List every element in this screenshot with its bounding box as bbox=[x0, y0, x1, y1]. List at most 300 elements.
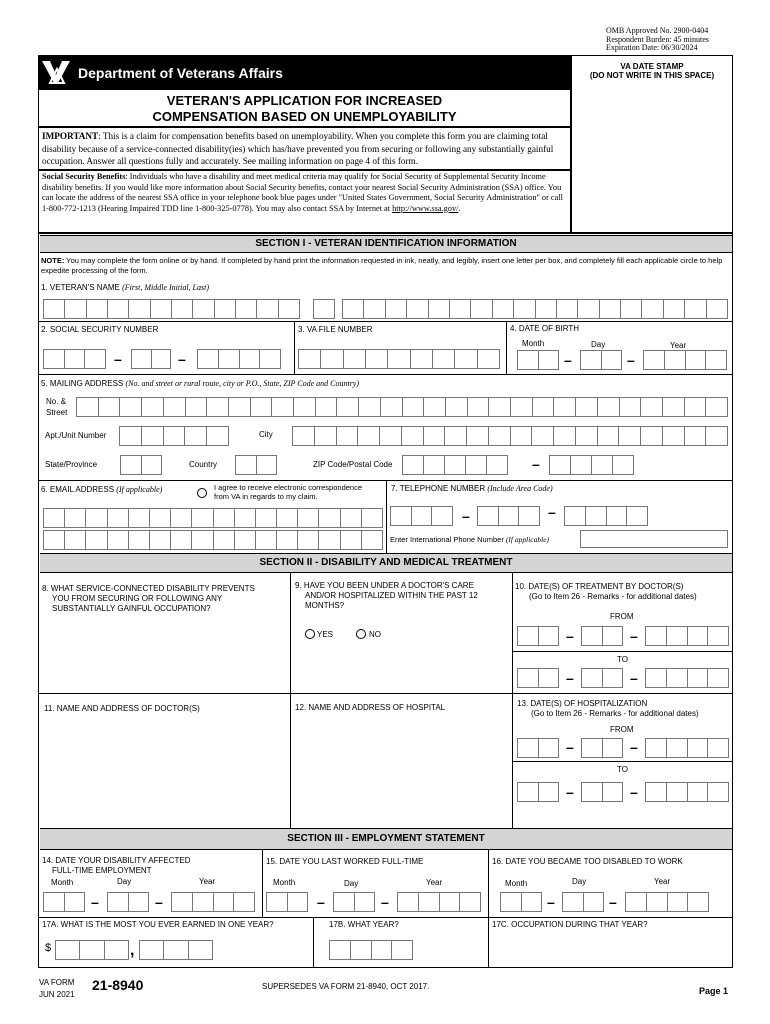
q16-year[interactable] bbox=[625, 892, 709, 912]
char-box[interactable] bbox=[107, 530, 128, 550]
char-box[interactable] bbox=[320, 349, 342, 369]
char-box[interactable] bbox=[119, 426, 141, 446]
q10-from-month[interactable] bbox=[517, 626, 559, 646]
q15-year[interactable] bbox=[397, 892, 481, 912]
char-box[interactable] bbox=[666, 782, 687, 802]
char-box[interactable] bbox=[185, 397, 207, 417]
char-box[interactable] bbox=[340, 530, 361, 550]
char-box[interactable] bbox=[645, 668, 666, 688]
char-box[interactable] bbox=[538, 350, 560, 370]
intl-phone-input[interactable] bbox=[580, 530, 728, 548]
char-box[interactable] bbox=[601, 350, 623, 370]
char-box[interactable] bbox=[98, 397, 120, 417]
char-box[interactable] bbox=[517, 738, 538, 758]
q15-month[interactable] bbox=[266, 892, 308, 912]
char-box[interactable] bbox=[363, 299, 384, 319]
char-box[interactable] bbox=[549, 455, 570, 475]
q13-to-year[interactable] bbox=[645, 782, 729, 802]
q13-from-year[interactable] bbox=[645, 738, 729, 758]
char-box[interactable] bbox=[233, 892, 255, 912]
char-box[interactable] bbox=[139, 940, 163, 960]
middle-initial-box[interactable] bbox=[313, 299, 335, 319]
q16-day[interactable] bbox=[562, 892, 604, 912]
char-box[interactable] bbox=[553, 426, 575, 446]
char-box[interactable] bbox=[538, 668, 560, 688]
q14-year[interactable] bbox=[171, 892, 255, 912]
char-box[interactable] bbox=[466, 426, 488, 446]
char-box[interactable] bbox=[664, 350, 685, 370]
char-box[interactable] bbox=[612, 455, 634, 475]
char-box[interactable] bbox=[431, 506, 453, 526]
char-box[interactable] bbox=[163, 426, 185, 446]
char-box[interactable] bbox=[418, 892, 439, 912]
char-box[interactable] bbox=[626, 506, 648, 526]
char-box[interactable] bbox=[597, 426, 619, 446]
q10-line2: (Go to Item 26 - Remarks - for additional dates) bbox=[529, 592, 697, 601]
char-box[interactable] bbox=[379, 426, 401, 446]
char-box[interactable] bbox=[663, 299, 684, 319]
char-box[interactable] bbox=[43, 299, 64, 319]
char-box[interactable] bbox=[191, 508, 212, 528]
char-box[interactable] bbox=[667, 892, 688, 912]
q10-from-day[interactable] bbox=[581, 626, 623, 646]
char-box[interactable] bbox=[641, 299, 662, 319]
char-box[interactable] bbox=[239, 349, 260, 369]
char-box[interactable] bbox=[361, 508, 383, 528]
char-box[interactable] bbox=[488, 426, 510, 446]
char-box[interactable] bbox=[707, 626, 729, 646]
char-box[interactable] bbox=[340, 508, 361, 528]
ssa-link[interactable]: http://www.ssa.gov/ bbox=[392, 203, 459, 213]
char-box[interactable] bbox=[120, 455, 141, 475]
char-box[interactable] bbox=[666, 668, 687, 688]
dob-day-boxes[interactable] bbox=[580, 350, 622, 370]
char-box[interactable] bbox=[336, 397, 358, 417]
q13-to-month[interactable] bbox=[517, 782, 559, 802]
char-box[interactable] bbox=[640, 397, 662, 417]
ssn-part2-boxes[interactable] bbox=[131, 349, 171, 369]
char-box[interactable] bbox=[535, 299, 556, 319]
char-box[interactable] bbox=[256, 299, 277, 319]
char-box[interactable] bbox=[449, 299, 470, 319]
section-1-header: SECTION I - VETERAN IDENTIFICATION INFORMATION bbox=[40, 235, 732, 253]
q10-to-month[interactable] bbox=[517, 668, 559, 688]
char-box[interactable] bbox=[706, 299, 728, 319]
char-box[interactable] bbox=[470, 299, 491, 319]
city-boxes[interactable] bbox=[292, 426, 728, 446]
char-box[interactable] bbox=[188, 940, 213, 960]
char-box[interactable] bbox=[380, 397, 402, 417]
char-box[interactable] bbox=[467, 397, 489, 417]
char-box[interactable] bbox=[602, 668, 624, 688]
char-box[interactable] bbox=[432, 349, 454, 369]
char-box[interactable] bbox=[423, 455, 444, 475]
char-box[interactable] bbox=[385, 299, 406, 319]
char-box[interactable] bbox=[255, 508, 276, 528]
char-box[interactable] bbox=[666, 738, 687, 758]
char-box[interactable] bbox=[292, 426, 314, 446]
char-box[interactable] bbox=[191, 530, 212, 550]
char-box[interactable] bbox=[517, 782, 538, 802]
char-box[interactable] bbox=[517, 626, 538, 646]
char-box[interactable] bbox=[492, 299, 513, 319]
char-box[interactable] bbox=[687, 668, 708, 688]
char-box[interactable] bbox=[357, 426, 379, 446]
char-box[interactable] bbox=[645, 782, 666, 802]
char-box[interactable] bbox=[465, 455, 486, 475]
char-box[interactable] bbox=[707, 782, 729, 802]
q13-to-label: TO bbox=[617, 765, 628, 774]
ssn-part3-boxes[interactable] bbox=[197, 349, 281, 369]
q9-no-radio[interactable] bbox=[356, 629, 366, 639]
char-box[interactable] bbox=[581, 738, 602, 758]
char-box[interactable] bbox=[585, 506, 606, 526]
char-box[interactable] bbox=[170, 530, 191, 550]
char-box[interactable] bbox=[402, 455, 423, 475]
char-box[interactable] bbox=[391, 940, 413, 960]
char-box[interactable] bbox=[646, 892, 667, 912]
char-box[interactable] bbox=[428, 299, 449, 319]
char-box[interactable] bbox=[43, 892, 64, 912]
char-box[interactable] bbox=[410, 349, 432, 369]
char-box[interactable] bbox=[313, 299, 335, 319]
char-box[interactable] bbox=[643, 350, 664, 370]
char-box[interactable] bbox=[531, 426, 553, 446]
char-box[interactable] bbox=[361, 530, 383, 550]
char-box[interactable] bbox=[85, 530, 106, 550]
char-box[interactable] bbox=[553, 397, 575, 417]
q17b-label: 17B. WHAT YEAR? bbox=[329, 920, 399, 929]
char-box[interactable] bbox=[513, 299, 534, 319]
char-box[interactable] bbox=[597, 397, 619, 417]
char-box[interactable] bbox=[104, 940, 129, 960]
char-box[interactable] bbox=[510, 397, 532, 417]
char-box[interactable] bbox=[354, 892, 376, 912]
char-box[interactable] bbox=[371, 940, 392, 960]
char-box[interactable] bbox=[570, 455, 591, 475]
char-box[interactable] bbox=[645, 738, 666, 758]
char-box[interactable] bbox=[365, 349, 387, 369]
dash: – bbox=[630, 784, 638, 800]
q10-to-day[interactable] bbox=[581, 668, 623, 688]
char-box[interactable] bbox=[423, 397, 445, 417]
char-box[interactable] bbox=[128, 892, 150, 912]
char-box[interactable] bbox=[256, 455, 278, 475]
char-box[interactable] bbox=[314, 426, 336, 446]
char-box[interactable] bbox=[538, 626, 560, 646]
char-box[interactable] bbox=[318, 508, 339, 528]
char-box[interactable] bbox=[298, 349, 320, 369]
char-box[interactable] bbox=[131, 349, 151, 369]
char-box[interactable] bbox=[397, 892, 418, 912]
char-box[interactable] bbox=[234, 530, 255, 550]
char-box[interactable] bbox=[521, 892, 543, 912]
q13-to-day[interactable] bbox=[581, 782, 623, 802]
char-box[interactable] bbox=[119, 397, 141, 417]
char-box[interactable] bbox=[163, 940, 187, 960]
char-box[interactable] bbox=[577, 299, 598, 319]
char-box[interactable] bbox=[76, 397, 98, 417]
char-box[interactable] bbox=[79, 940, 103, 960]
char-box[interactable] bbox=[213, 508, 234, 528]
last-name-boxes[interactable] bbox=[342, 299, 728, 319]
char-box[interactable] bbox=[336, 426, 358, 446]
char-box[interactable] bbox=[171, 299, 192, 319]
char-box[interactable] bbox=[358, 397, 380, 417]
q13-from-month[interactable] bbox=[517, 738, 559, 758]
char-box[interactable] bbox=[128, 508, 149, 528]
section-3-header: SECTION III - EMPLOYMENT STATEMENT bbox=[40, 828, 732, 850]
char-box[interactable] bbox=[445, 397, 467, 417]
char-box[interactable] bbox=[214, 299, 235, 319]
char-box[interactable] bbox=[500, 892, 521, 912]
title-box bbox=[38, 89, 571, 127]
q10-to-year[interactable] bbox=[645, 668, 729, 688]
q1-text: 1. VETERAN'S NAME bbox=[41, 283, 123, 292]
char-box[interactable] bbox=[591, 455, 612, 475]
char-box[interactable] bbox=[580, 350, 601, 370]
char-box[interactable] bbox=[170, 508, 191, 528]
char-box[interactable] bbox=[705, 397, 728, 417]
char-box[interactable] bbox=[444, 426, 466, 446]
street-boxes[interactable] bbox=[76, 397, 728, 417]
char-box[interactable] bbox=[454, 349, 476, 369]
char-box[interactable] bbox=[423, 426, 445, 446]
char-box[interactable] bbox=[444, 455, 465, 475]
zip-ext-boxes[interactable] bbox=[549, 455, 634, 475]
char-box[interactable] bbox=[141, 455, 163, 475]
char-box[interactable] bbox=[141, 426, 163, 446]
char-box[interactable] bbox=[287, 892, 309, 912]
char-box[interactable] bbox=[163, 397, 185, 417]
char-box[interactable] bbox=[151, 349, 172, 369]
dob-month-boxes[interactable] bbox=[517, 350, 559, 370]
country-boxes[interactable] bbox=[235, 455, 277, 475]
char-box[interactable] bbox=[687, 626, 708, 646]
divider bbox=[262, 850, 263, 917]
char-box[interactable] bbox=[459, 892, 481, 912]
char-box[interactable] bbox=[620, 299, 641, 319]
char-box[interactable] bbox=[149, 508, 170, 528]
char-box[interactable] bbox=[477, 349, 500, 369]
ssn-part1-boxes[interactable] bbox=[43, 349, 106, 369]
email-consent-radio[interactable] bbox=[197, 488, 207, 498]
char-box[interactable] bbox=[206, 426, 229, 446]
q9-yes-radio[interactable] bbox=[305, 629, 315, 639]
char-box[interactable] bbox=[85, 508, 106, 528]
char-box[interactable] bbox=[390, 506, 411, 526]
char-box[interactable] bbox=[64, 530, 85, 550]
apt-boxes[interactable] bbox=[119, 426, 229, 446]
char-box[interactable] bbox=[184, 426, 206, 446]
comma: , bbox=[130, 942, 135, 959]
char-box[interactable] bbox=[618, 426, 640, 446]
char-box[interactable] bbox=[43, 530, 64, 550]
char-box[interactable] bbox=[581, 782, 602, 802]
char-box[interactable] bbox=[684, 426, 706, 446]
city-label: City bbox=[259, 430, 273, 439]
char-box[interactable] bbox=[687, 782, 708, 802]
q14-day[interactable] bbox=[107, 892, 149, 912]
char-box[interactable] bbox=[640, 426, 662, 446]
char-box[interactable] bbox=[235, 299, 256, 319]
char-box[interactable] bbox=[149, 530, 170, 550]
first-name-boxes[interactable] bbox=[43, 299, 300, 319]
char-box[interactable] bbox=[271, 397, 293, 417]
dob-year-boxes[interactable] bbox=[643, 350, 727, 370]
char-box[interactable] bbox=[128, 299, 149, 319]
va-file-number-boxes[interactable] bbox=[298, 349, 500, 369]
char-box[interactable] bbox=[228, 397, 250, 417]
char-box[interactable] bbox=[411, 506, 432, 526]
q5-text: 5. MAILING ADDRESS bbox=[41, 379, 126, 388]
q17a-hundreds[interactable] bbox=[139, 940, 213, 960]
q13-from-day[interactable] bbox=[581, 738, 623, 758]
char-box[interactable] bbox=[602, 738, 624, 758]
char-box[interactable] bbox=[581, 626, 602, 646]
state-boxes[interactable] bbox=[120, 455, 162, 475]
q10-from-year[interactable] bbox=[645, 626, 729, 646]
char-box[interactable] bbox=[517, 350, 538, 370]
char-box[interactable] bbox=[343, 349, 365, 369]
char-box[interactable] bbox=[84, 349, 106, 369]
char-box[interactable] bbox=[43, 508, 64, 528]
char-box[interactable] bbox=[213, 530, 234, 550]
char-box[interactable] bbox=[234, 508, 255, 528]
char-box[interactable] bbox=[64, 508, 85, 528]
char-box[interactable] bbox=[486, 455, 508, 475]
char-box[interactable] bbox=[255, 530, 276, 550]
q8-label bbox=[42, 584, 255, 614]
char-box[interactable] bbox=[687, 738, 708, 758]
q16-month[interactable] bbox=[500, 892, 542, 912]
char-box[interactable] bbox=[538, 782, 560, 802]
char-box[interactable] bbox=[564, 506, 585, 526]
char-box[interactable] bbox=[64, 349, 85, 369]
char-box[interactable] bbox=[406, 299, 427, 319]
phone-area-boxes[interactable] bbox=[390, 506, 453, 526]
char-box[interactable] bbox=[276, 508, 297, 528]
char-box[interactable] bbox=[293, 397, 315, 417]
char-box[interactable] bbox=[387, 349, 409, 369]
char-box[interactable] bbox=[517, 668, 538, 688]
char-box[interactable] bbox=[342, 299, 363, 319]
char-box[interactable] bbox=[684, 397, 706, 417]
char-box[interactable] bbox=[602, 626, 624, 646]
char-box[interactable] bbox=[276, 530, 297, 550]
char-box[interactable] bbox=[488, 397, 510, 417]
char-box[interactable] bbox=[55, 940, 79, 960]
char-box[interactable] bbox=[687, 892, 709, 912]
char-box[interactable] bbox=[197, 349, 218, 369]
char-box[interactable] bbox=[581, 668, 602, 688]
dash: – bbox=[564, 352, 572, 368]
char-box[interactable] bbox=[662, 397, 684, 417]
char-box[interactable] bbox=[666, 626, 687, 646]
char-box[interactable] bbox=[599, 299, 620, 319]
q15-day[interactable] bbox=[333, 892, 375, 912]
phone-line-boxes[interactable] bbox=[564, 506, 648, 526]
char-box[interactable] bbox=[477, 506, 498, 526]
char-box[interactable] bbox=[402, 397, 424, 417]
char-box[interactable] bbox=[333, 892, 354, 912]
char-box[interactable] bbox=[562, 892, 583, 912]
char-box[interactable] bbox=[439, 892, 460, 912]
char-box[interactable] bbox=[206, 397, 228, 417]
char-box[interactable] bbox=[575, 426, 597, 446]
char-box[interactable] bbox=[266, 892, 287, 912]
zip-boxes[interactable] bbox=[402, 455, 508, 475]
phone-prefix-boxes[interactable] bbox=[477, 506, 540, 526]
q9-line3: MONTHS? bbox=[305, 601, 345, 610]
email-row2-boxes[interactable] bbox=[43, 530, 383, 550]
char-box[interactable] bbox=[318, 530, 339, 550]
email-row1-boxes[interactable] bbox=[43, 508, 383, 528]
char-box[interactable] bbox=[278, 299, 300, 319]
char-box[interactable] bbox=[235, 455, 256, 475]
char-box[interactable] bbox=[86, 299, 107, 319]
char-box[interactable] bbox=[218, 349, 239, 369]
q17a-thousands[interactable] bbox=[55, 940, 129, 960]
char-box[interactable] bbox=[685, 350, 706, 370]
q14-month[interactable] bbox=[43, 892, 85, 912]
char-box[interactable] bbox=[192, 892, 213, 912]
char-box[interactable] bbox=[259, 349, 281, 369]
char-box[interactable] bbox=[645, 626, 666, 646]
char-box[interactable] bbox=[684, 299, 705, 319]
char-box[interactable] bbox=[250, 397, 272, 417]
char-box[interactable] bbox=[297, 508, 318, 528]
char-box[interactable] bbox=[128, 530, 149, 550]
char-box[interactable] bbox=[606, 506, 627, 526]
char-box[interactable] bbox=[150, 299, 171, 319]
char-box[interactable] bbox=[556, 299, 577, 319]
char-box[interactable] bbox=[625, 892, 646, 912]
char-box[interactable] bbox=[510, 426, 532, 446]
char-box[interactable] bbox=[192, 299, 213, 319]
char-box[interactable] bbox=[575, 397, 597, 417]
char-box[interactable] bbox=[64, 892, 86, 912]
char-box[interactable] bbox=[329, 940, 350, 960]
char-box[interactable] bbox=[498, 506, 519, 526]
char-box[interactable] bbox=[141, 397, 163, 417]
char-box[interactable] bbox=[43, 349, 64, 369]
char-box[interactable] bbox=[315, 397, 337, 417]
char-box[interactable] bbox=[707, 738, 729, 758]
char-box[interactable] bbox=[602, 782, 624, 802]
char-box[interactable] bbox=[297, 530, 318, 550]
char-box[interactable] bbox=[171, 892, 192, 912]
char-box[interactable] bbox=[107, 299, 128, 319]
char-box[interactable] bbox=[619, 397, 641, 417]
divider bbox=[313, 917, 314, 968]
char-box[interactable] bbox=[705, 350, 727, 370]
char-box[interactable] bbox=[518, 506, 540, 526]
char-box[interactable] bbox=[107, 508, 128, 528]
char-box[interactable] bbox=[401, 426, 423, 446]
char-box[interactable] bbox=[538, 738, 560, 758]
char-box[interactable] bbox=[64, 299, 85, 319]
char-box[interactable] bbox=[707, 668, 729, 688]
char-box[interactable] bbox=[532, 397, 554, 417]
q17b-year[interactable] bbox=[329, 940, 413, 960]
char-box[interactable] bbox=[213, 892, 234, 912]
char-box[interactable] bbox=[107, 892, 128, 912]
char-box[interactable] bbox=[662, 426, 684, 446]
char-box[interactable] bbox=[350, 940, 371, 960]
char-box[interactable] bbox=[583, 892, 605, 912]
char-box[interactable] bbox=[705, 426, 728, 446]
